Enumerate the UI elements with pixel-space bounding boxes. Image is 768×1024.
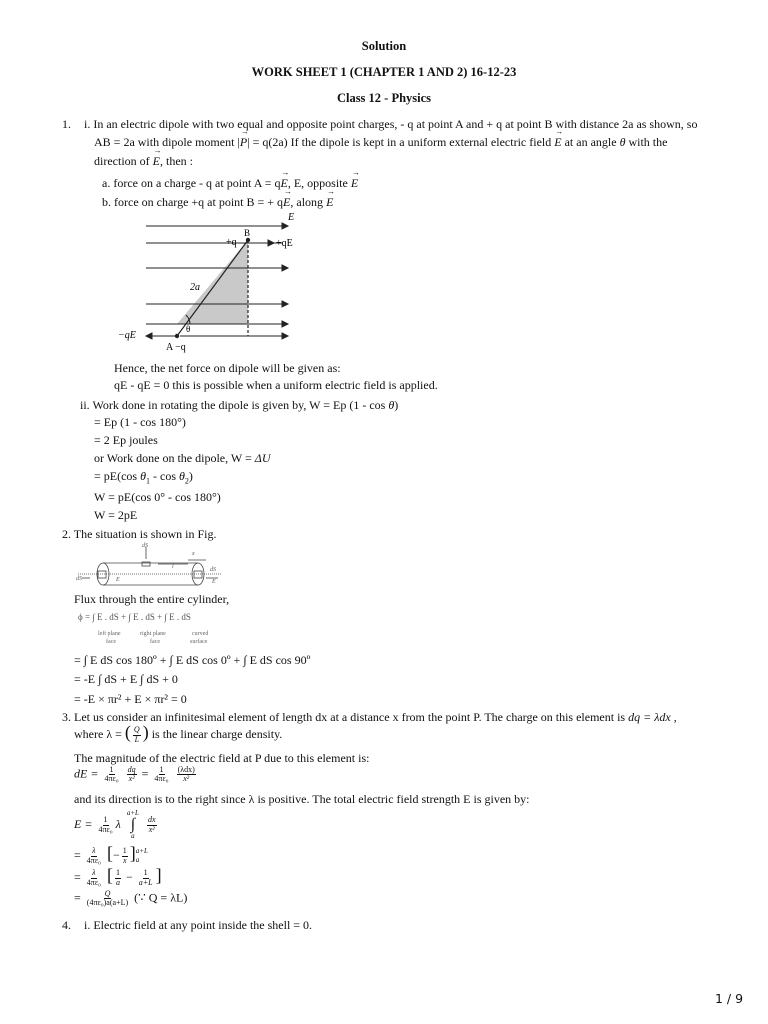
q1-ii-step3: or Work done on the dipole, W = ΔU [94, 451, 271, 465]
flux-label-right-plane: right plane [140, 631, 166, 637]
q1-part-i-line1: i. In an electric dipole with two equal and opposite point charges, - q at point A and + q at point B with distance 2a as shown, so [84, 117, 698, 131]
q3-step-3: = $\frac{\lambda}{\text{4πε₀}}$ [ $\frac{1}{a}$ − $\frac{1}{a+L}$ ] [74, 865, 162, 887]
q3-e-integral: E = $\frac{1}{\text{4πε₀}}$ λ a+L ∫ a $\frac{dx}{\text{x²}}$ [74, 809, 156, 840]
flux-integral-figure [76, 608, 226, 648]
q1-ii-step5: W = pE(cos 0° - cos 180°) [94, 490, 221, 504]
fig2-e-left: E [116, 577, 120, 583]
class-title: Class 12 - Physics [336, 91, 432, 105]
q1-item-b: b. force on charge +q at point B = + q→ E, along → E [102, 195, 333, 209]
fig1-plus-qe: +qE [276, 238, 293, 249]
q2-eq2: = -E ∫ dS + E ∫ dS + 0 [74, 672, 178, 686]
flux-label-right-face: face [150, 639, 160, 645]
dipole-figure [110, 210, 310, 356]
fig1-b: B [244, 228, 251, 238]
flux-formula: ϕ = ∫ E . dS + ∫ E . dS + ∫ E . dS [78, 612, 191, 622]
q4-number: 4. [62, 918, 71, 932]
fig1-e-label: E [288, 212, 295, 223]
q4-line: i. Electric field at any point inside the shell = 0. [84, 918, 313, 932]
q1-net-force: qE - qE = 0 this is possible when a uniform electric field is applied. [114, 378, 438, 392]
flux-label-left-face: face [106, 639, 116, 645]
page-number: 1 / 9 [715, 991, 744, 1006]
q2-intro: 2. The situation is shown in Fig. [62, 527, 217, 541]
cylinder-figure [76, 541, 226, 589]
q1-ii-step6: W = 2pE [94, 508, 138, 522]
fig2-l: l [172, 564, 174, 570]
fig1-minus-qe: −qE [118, 330, 136, 341]
q2-eq3: = -E × πr² + E × πr² = 0 [74, 692, 187, 706]
flux-label-surface: surface [190, 639, 208, 645]
q1-hence: Hence, the net force on dipole will be given as: [114, 361, 341, 375]
q1-part-i-line3: direction of → E, then : [94, 154, 193, 168]
q1-item-a: a. force on a charge - q at point A = q→ E, E, opposite → E [102, 176, 358, 190]
q1-ii-step1: = Ep (1 - cos 180°) [94, 415, 186, 429]
fig1-a-minus-q: A −q [166, 342, 186, 353]
q1-ii-step4: = pE(cos $\theta_1$ - $\cos \theta_2$) [94, 469, 193, 486]
q3-line5: and its direction is to the right since λ is positive. The total electric field strength E is given by: [74, 792, 530, 806]
q3-step-4: = $\frac{Q}{\text{(4πε₀)a(a+L)}}$ (∵ Q = λL) [74, 889, 188, 908]
q3-line2: where λ = ( $\frac{Q}{L}$ ) is the linear charge density. [74, 722, 283, 744]
fig1-theta: θ [186, 324, 191, 334]
fig1-plus-q: +q [226, 237, 237, 248]
flux-label-curved: curved [192, 631, 209, 637]
q3-step-2: = $\frac{\lambda}{\text{4πε₀}}$ [− $\frac{1}{x}$ ] a+L a [74, 843, 148, 865]
fig1-2a: 2a [190, 282, 200, 293]
worksheet-title: WORK SHEET 1 (CHAPTER 1 AND 2) 16-12-23 [251, 65, 517, 79]
q1-ii-step2: = 2 Ep joules [94, 433, 158, 447]
q2-flux-line: Flux through the entire cylinder, [74, 592, 230, 606]
q3-line3: The magnitude of the electric field at P due to this element is: [74, 751, 370, 765]
fig2-x: x [192, 551, 195, 557]
q3-line1: 3. Let us consider an infinitesimal element of length dx at a distance x from the point P. The charge on this element is dq = λdx , [62, 710, 677, 724]
fig2-ds-left: dS [76, 576, 82, 582]
fig2-ds-right: dS [210, 567, 216, 573]
q1-part-ii: ii. Work done in rotating the dipole is given by, W = Ep (1 - cos θ) [80, 398, 399, 412]
flux-label-left-plane: left plane [98, 631, 121, 637]
fig2-ds-top: dS [142, 543, 148, 549]
fig2-e-right: E [212, 579, 216, 585]
solution-heading: Solution [361, 39, 407, 53]
q3-de-equation: dE = $\frac{1}{\text{4πε₀}}$ $\frac{dq}{\text{x²}}$ = $\frac{1}{\text{4πε₀}}$ $\frac{\text{(λdx)}}{\text{x²}}$ [74, 765, 195, 784]
question-1-number: 1. [62, 117, 71, 131]
q1-part-i-line2: AB = 2a with dipole moment |→ P| = q(2a) If the dipole is kept in a uniform external electric field → E at an angle θ with the [94, 135, 667, 149]
q2-eq1: = ∫ E dS cos 180º + ∫ E dS cos 0º + ∫ E dS cos 90º [74, 653, 311, 667]
